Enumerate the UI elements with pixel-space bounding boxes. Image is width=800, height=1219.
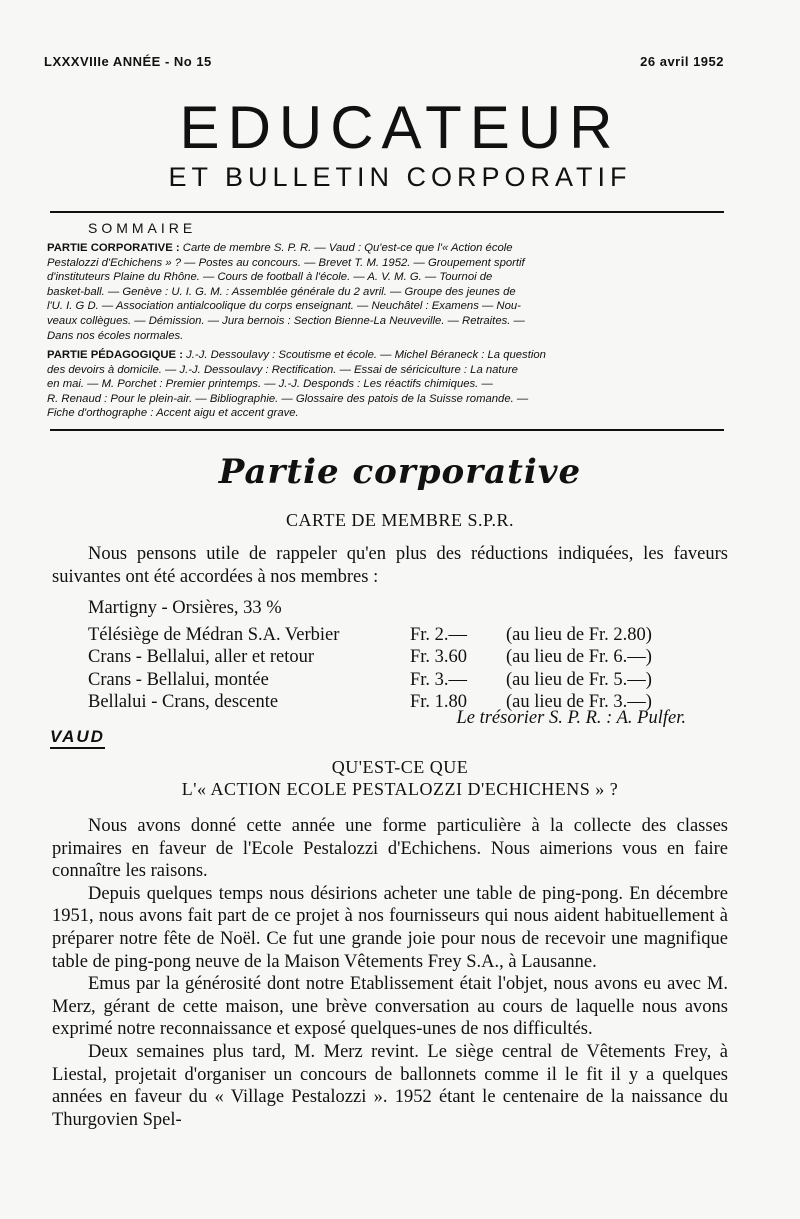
summary-pedagogique-line: Fiche d'orthographe : Accent aigu et accent grave. [47,407,299,420]
summary-corporative-line: basket-ball. — Genève : U. I. G. M. : Assemblée générale du 2 avril. — Groupe des jeunes de [47,285,516,298]
summary-corporative-line: d'instituteurs Plaine du Rhône. — Cours de football à l'école. — A. V. M. G. — Tournoi de [47,271,493,284]
summary-pedagogique-line: R. Renaud : Pour le plein-air. — Bibliographie. — Glossaire des patois de la Suisse romande. — [47,392,529,405]
summary-corporative-line: l'U. I. G D. — Association antialcoolique du corps enseignant. — Neuchâtel : Examens — Nou- [47,300,521,313]
summary-corporative-line: veaux collègues. — Démission. — Jura bernois : Section Bienne-La Neuveville. — Retraites. — [47,314,525,327]
summary-corporative-line: PARTIE CORPORATIVE : Carte de membre S. P. R. — Vaud : Qu'est-ce que l'« Action école [47,242,513,254]
issue-number: LXXXVIIIe ANNÉE - No 15 [44,54,212,69]
summary-corporative-line: Pestalozzi d'Echichens » ? — Postes au concours. — Brevet T. M. 1952. — Groupement sportif [47,256,525,269]
article-paragraph: Nous avons donné cette année une forme particulière à la collecte des classes primaires en faveur de l'Ecole Pestalozzi d'Echichens. Nous aimerions vous en faire connaître les raisons. [52,816,728,882]
carte-heading: CARTE DE MEMBRE S.P.R. [286,510,514,530]
article-paragraph: Deux semaines plus tard, M. Merz revint. Le siège central de Vêtements Frey, à Liestal, projetait d'organiser un concours de ballonnets comme il le fit il y a quelques années en faveur du « Village Pestalozzi ». 1952 étant le centenaire de la naissance du Thurgovien Spel- [52,1041,728,1130]
vaud-label: VAUD [50,727,105,749]
carte-intro [52,543,728,588]
divider-bottom [50,429,724,431]
summary-pedagogique-line: des devoirs à domicile. — J.-J. Dessoulavy : Rectification. — Essai de sériciculture : La nature [47,363,518,376]
vaud-heading-1: QU'EST-CE QUE [331,757,469,777]
summary-pedagogique-line: en mai. — M. Porchet : Premier printemps. — J.-J. Desponds : Les réactifs chimiques. — [47,378,493,391]
sommaire-heading: SOMMAIRE [88,220,197,236]
summary-corporative-label: PARTIE CORPORATIVE : [47,242,180,254]
summary-corporative-line: Dans nos écoles normales. [47,329,184,342]
carte-intro-text: Nous pensons utile de rappeler qu'en plus des réductions indiquées, les faveurs suivantes ont été accordées à nos membres : [52,544,728,587]
summary-corporative [47,241,727,343]
vaud-article [52,815,728,1131]
tariff-row: Crans - Bellalui, aller et retour Fr. 3.60 (au lieu de Fr. 6.—) [88,647,652,668]
journal-subtitle: ET BULLETIN CORPORATIF [168,162,632,192]
masthead-meta [44,54,724,69]
summary-pedagogique [47,348,727,421]
divider-top [50,211,724,213]
tariff-list [88,597,708,714]
journal-title: EDUCATEUR [179,94,621,161]
article-paragraph: Emus par la générosité dont notre Etablissement était l'objet, nous avons eu avec M. Merz, gérant de cette maison, une brève conversation au cours de laquelle nous avons exprimé notre reconnaissance et exposé quelques-unes de nos difficultés. [52,974,728,1040]
vaud-heading-2: L'« ACTION ECOLE PESTALOZZI D'ECHICHENS » ? [181,779,619,799]
martigny-line: Martigny - Orsières, 33 % [88,598,282,618]
summary-pedagogique-line: PARTIE PÉDAGOGIQUE : J.-J. Dessoulavy : Scoutisme et école. — Michel Béraneck : La question [47,349,546,361]
tariff-row: Bellalui - Crans, descente Fr. 1.80 (au lieu de Fr. 3.—) [88,692,652,713]
issue-date: 26 avril 1952 [640,54,724,69]
section-title: Partie corporative [218,452,582,492]
article-paragraph: Depuis quelques temps nous désirions acheter une table de ping-pong. En décembre 1951, nous avons fait part de ce projet à nos fournisseurs qui nous aident habituellement à préparer notre fête de Noël. Ce fut une grande joie pour nous de recevoir une magnifique table de ping-pong neuve de la Maison Vêtements Frey S.A., à Lausanne. [52,883,728,972]
summary-pedagogique-label: PARTIE PÉDAGOGIQUE : [47,349,183,361]
treasurer-signature: Le trésorier S. P. R. : A. Pulfer. [456,708,686,728]
tariff-row: Télésiège de Médran S.A. Verbier Fr. 2.— (au lieu de Fr. 2.80) [88,624,652,645]
tariff-row: Crans - Bellalui, montée Fr. 3.— (au lieu de Fr. 5.—) [88,669,652,690]
